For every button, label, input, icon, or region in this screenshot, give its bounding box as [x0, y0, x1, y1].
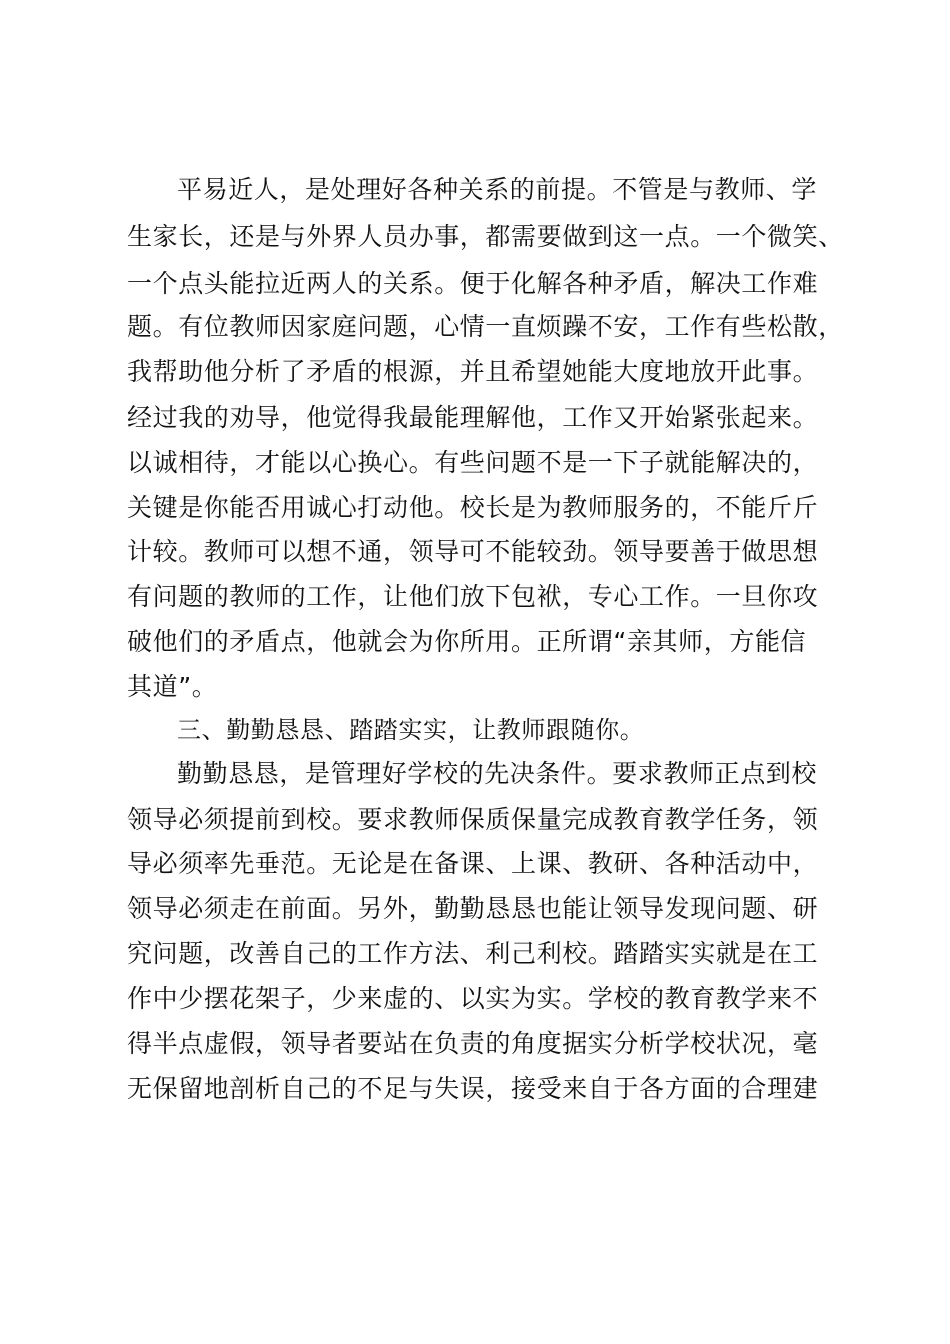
paragraph-1-line-7: 以诚相待，才能以心换心。有些问题不是一下子就能解决的，: [127, 448, 819, 477]
paragraph-2-line-4: 领导必须走在前面。另外，勤勤恳恳也能让领导发现问题、研: [127, 894, 819, 923]
paragraph-2-line-1: 勤勤恳恳，是管理好学校的先决条件。要求教师正点到校: [177, 759, 818, 788]
paragraph-1-line-11: 破他们的矛盾点，他就会为你所用。正所谓“亲其师，方能信: [127, 627, 807, 656]
paragraph-2-line-5: 究问题，改善自己的工作方法、利己利校。踏踏实实就是在工: [127, 939, 819, 968]
paragraph-2-line-3: 导必须率先垂范。无论是在备课、上课、教研、各种活动中，: [127, 849, 819, 878]
paragraph-1-line-3: 一个点头能拉近两人的关系。便于化解各种矛盾，解决工作难: [127, 269, 819, 298]
paragraph-1-line-9: 计较。教师可以想不通，领导可不能较劲。领导要善于做思想: [127, 537, 819, 566]
paragraph-1-line-10: 有问题的教师的工作，让他们放下包袱，专心工作。一旦你攻: [127, 582, 819, 611]
paragraph-2-line-7: 得半点虚假，领导者要站在负责的角度据实分析学校状况，毫: [127, 1029, 819, 1058]
paragraph-2-line-8: 无保留地剖析自己的不足与失误，接受来自于各方面的合理建: [127, 1074, 819, 1103]
paragraph-1-line-12: 其道”。: [127, 672, 218, 701]
paragraph-2-line-6: 作中少摆花架子，少来虚的、以实为实。学校的教育教学来不: [127, 984, 819, 1013]
paragraph-1-line-5: 我帮助他分析了矛盾的根源，并且希望她能大度地放开此事。: [127, 357, 819, 386]
paragraph-1-line-4: 题。有位教师因家庭问题，心情一直烦躁不安，工作有些松散，: [127, 312, 844, 341]
paragraph-1-line-1: 平易近人，是处理好各种关系的前提。不管是与教师、学: [177, 175, 818, 204]
paragraph-1-line-2: 生家长，还是与外界人员办事，都需要做到这一点。一个微笑、: [127, 222, 844, 251]
section-heading: 三、勤勤恳恳、踏踏实实，让教师跟随你。: [177, 716, 645, 744]
paragraph-2-line-2: 领导必须提前到校。要求教师保质保量完成教育教学任务，领: [127, 805, 819, 834]
paragraph-1-line-6: 经过我的劝导，他觉得我最能理解他，工作又开始紧张起来。: [127, 403, 819, 432]
paragraph-1-line-8: 关键是你能否用诚心打动他。校长是为教师服务的，不能斤斤: [127, 493, 819, 522]
